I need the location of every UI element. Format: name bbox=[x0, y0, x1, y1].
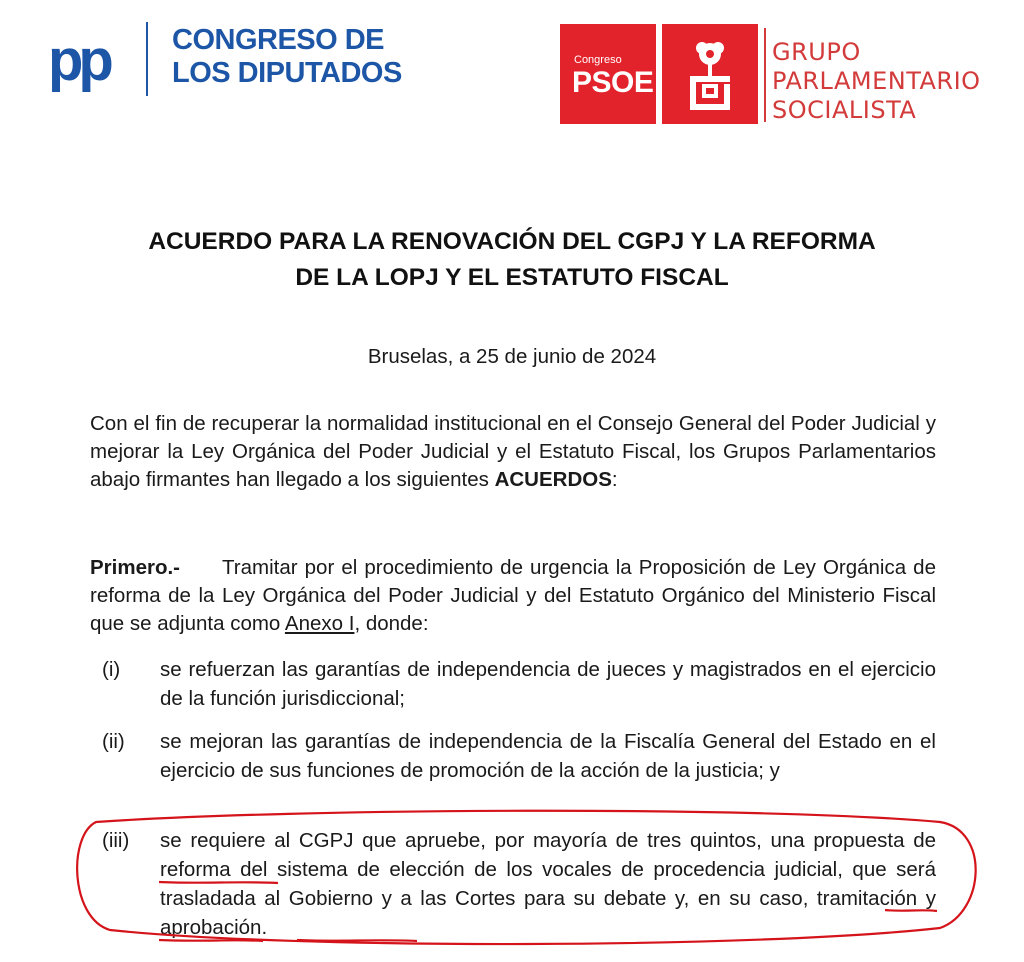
congreso-logo-text bbox=[172, 24, 402, 90]
item-3-part-5: y, bbox=[674, 887, 690, 910]
pp-congreso-logo bbox=[38, 18, 410, 104]
anexo-link[interactable]: Anexo I bbox=[284, 612, 355, 635]
item-3-part-3: de reforma del sistema de elección de los vocales de procedencia judicial, que será trasladada al Gobierno y a las Cortes bbox=[160, 829, 936, 910]
item-3-para-su-debate: para su debate bbox=[523, 887, 667, 910]
title-line-1: ACUERDO PARA LA RENOVACIÓN DEL CGPJ Y LA REFORMA bbox=[148, 228, 876, 255]
psoe-logo-box bbox=[560, 24, 656, 124]
congreso-line-1: CONGRESO DE bbox=[172, 24, 385, 56]
item-text: se mejoran las garantías de independencia de la Fiscalía General del Estado en el ejercicio de sus funciones de promoción de la acción de la justicia; y bbox=[160, 730, 936, 782]
primero-end: , donde: bbox=[354, 612, 429, 635]
item-text bbox=[160, 826, 936, 942]
logo-divider bbox=[146, 22, 148, 96]
pp-logo-mark: pp bbox=[48, 28, 109, 93]
psoe-logo-big-text: PSOE bbox=[572, 66, 654, 99]
item-number: (ii) bbox=[102, 730, 125, 753]
primero-paragraph bbox=[90, 554, 936, 638]
primero-text: Tramitar por el procedimiento de urgencia la Proposición de Ley Orgánica de reforma de la Ley Orgánica del Poder Judicial y del Estatuto Orgánico del Ministerio Fiscal que se adjunta como bbox=[90, 556, 936, 635]
intro-paragraph bbox=[90, 410, 936, 494]
psoe-line-2: PARLAMENTARIO bbox=[772, 67, 981, 95]
psoe-line-3: SOCIALISTA bbox=[772, 96, 917, 124]
title-line-2: DE LA LOPJ Y EL ESTATUTO FISCAL bbox=[295, 264, 729, 291]
congreso-line-2: LOS DIPUTADOS bbox=[172, 57, 402, 89]
item-3-propuesta: propuesta bbox=[813, 829, 905, 852]
psoe-logo-small-text: Congreso bbox=[574, 54, 622, 66]
item-text: se refuerzan las garantías de independencia de jueces y magistrados en el ejercicio de la función jurisdiccional; bbox=[160, 658, 936, 710]
document-date: Bruselas, a 25 de junio de 2024 bbox=[367, 345, 657, 368]
intro-text: Con el fin de recuperar la normalidad institucional en el Consejo General del Poder Judicial y mejorar la Ley Orgánica del Poder Judicial y el Estatuto Fiscal, los Grupos Parlamentarios abajo firmantes han llegado a los siguientes bbox=[90, 412, 936, 491]
primero-label: Primero.- bbox=[90, 556, 180, 579]
acuerdos-heading: ACUERDOS bbox=[494, 468, 612, 491]
item-number: (i) bbox=[102, 658, 121, 681]
item-3-part-7: , tramitación y aprobación. bbox=[160, 887, 936, 939]
intro-end: : bbox=[611, 468, 618, 491]
grupo-parlamentario-text bbox=[772, 38, 981, 125]
item-3-part-1: se requiere al CGPJ que apruebe, por mayoría de tres quintos, una bbox=[160, 829, 805, 852]
item-number: (iii) bbox=[102, 829, 130, 852]
psoe-logo bbox=[560, 24, 981, 128]
psoe-rose-icon bbox=[662, 24, 758, 124]
item-3-en-su-caso: en su caso bbox=[697, 887, 803, 910]
document-title bbox=[60, 224, 964, 296]
psoe-line-1: GRUPO bbox=[772, 38, 861, 66]
psoe-divider bbox=[764, 28, 766, 122]
